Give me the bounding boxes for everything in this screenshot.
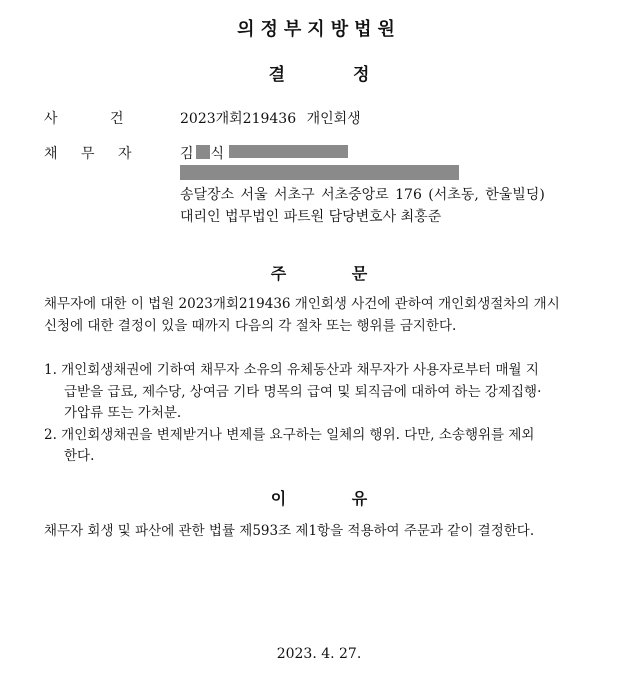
order-item-1-line-2: 급받을 급료, 제수당, 상여금 기타 명목의 급여 및 퇴직금에 대하여 하는 강제집행· xyxy=(64,384,542,400)
order-item-2-line-1: 2. 개인회생채권을 변제받거나 변제를 요구하는 일체의 행위. 다만, 소송행위를 제외 xyxy=(44,427,535,443)
order-intro-line-2: 신청에 대한 결정이 있을 때까지 다음의 각 절차 또는 행위를 금지한다. xyxy=(44,318,457,334)
reason-text: 채무자 회생 및 파산에 관한 법률 제593조 제1항을 적용하여 주문과 같이 결정한다. xyxy=(44,523,535,539)
order-item-1-line-3: 가압류 또는 가처분. xyxy=(64,405,182,421)
redaction-name xyxy=(196,145,210,159)
debtor-name-first: 김 xyxy=(180,146,194,162)
decision-date: 2023. 4. 27. xyxy=(276,646,362,662)
debtor-name-last: 식 xyxy=(210,146,225,162)
court-name: 의정부지방법원 xyxy=(237,19,401,40)
reason-title: 이 유 xyxy=(270,489,368,508)
document-title: 결 정 xyxy=(268,65,370,85)
redaction-id xyxy=(229,145,348,158)
legal-agent: 대리인 법무법인 파트원 담당변호사 최홍준 xyxy=(180,209,442,225)
case-number: 2023개회219436 개인회생 xyxy=(180,111,361,127)
order-title: 주 문 xyxy=(270,264,368,283)
delivery-address: 송달장소 서울 서초구 서초중앙로 176 (서초동, 한울빌딩) xyxy=(180,187,545,203)
case-label: 사 건 xyxy=(44,111,124,127)
debtor-label: 채 무 자 xyxy=(44,146,132,162)
order-item-1-line-1: 1. 개인회생채권에 기하여 채무자 소유의 유체동산과 채무자가 사용자로부터 매월 지 xyxy=(44,362,539,378)
order-intro-line-1: 채무자에 대한 이 법원 2023개회219436 개인회생 사건에 관하여 개인회생절차의 개시 xyxy=(44,296,560,312)
redaction-address xyxy=(180,165,459,180)
order-item-2-line-2: 한다. xyxy=(64,448,95,464)
